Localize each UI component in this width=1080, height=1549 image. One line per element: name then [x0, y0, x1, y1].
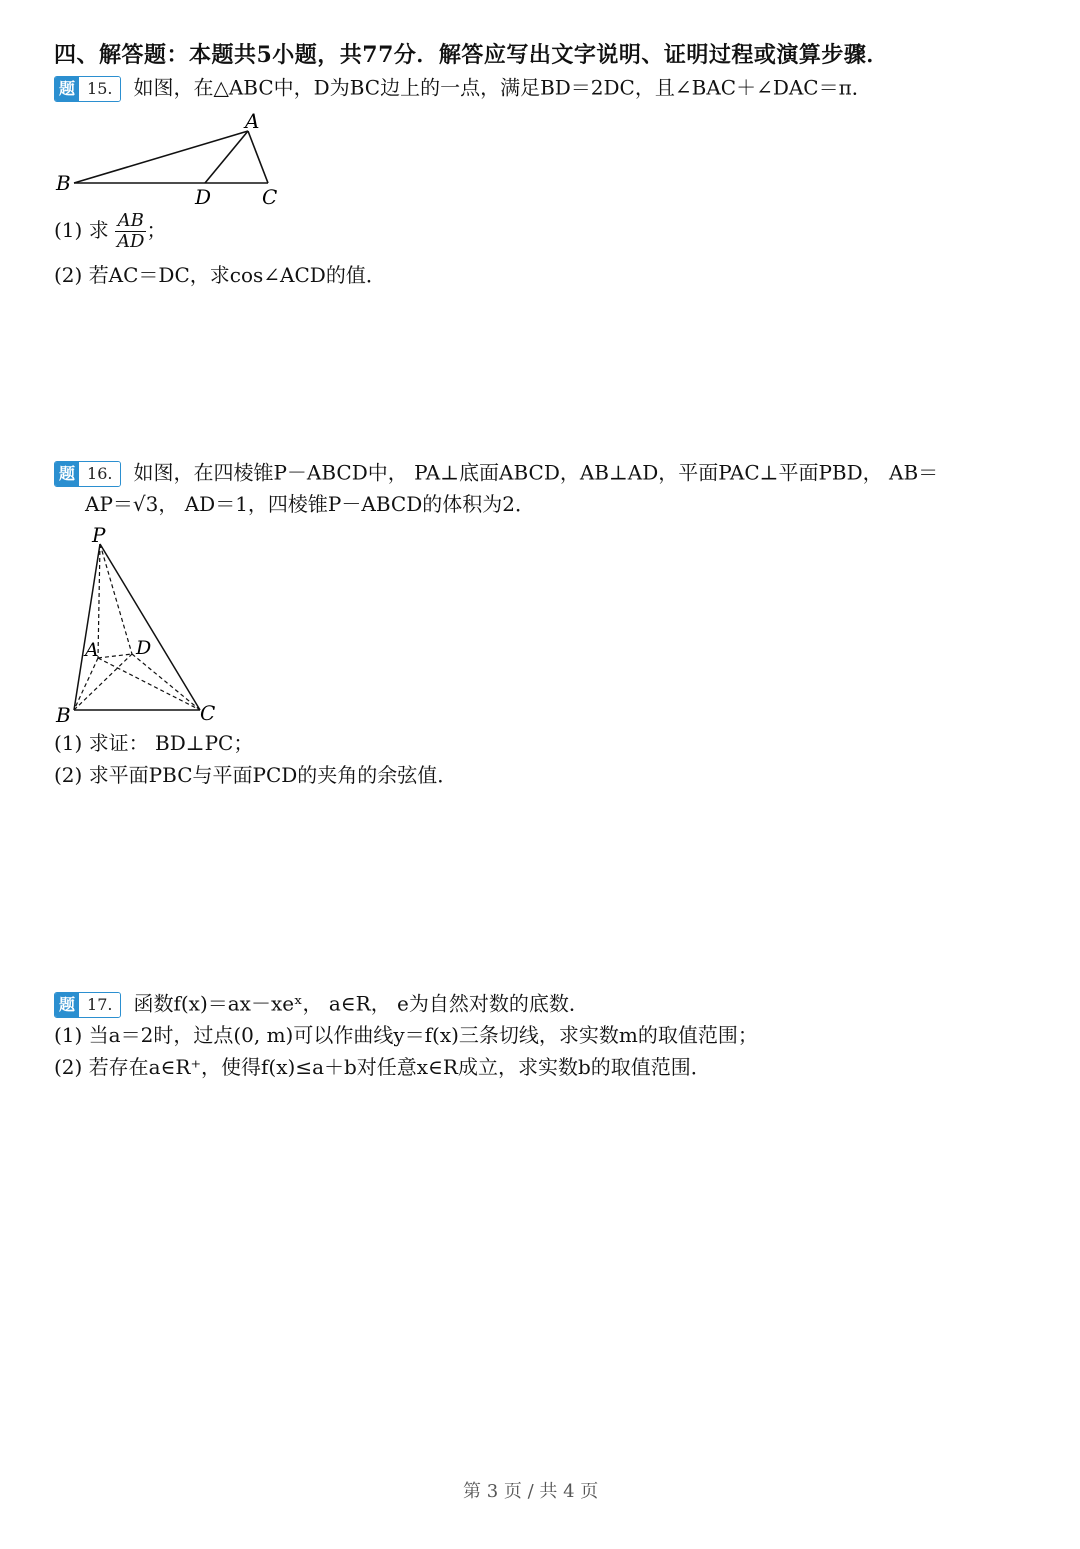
question-number: 16. [79, 462, 120, 486]
question-badge-17 [54, 992, 121, 1018]
fraction-denominator: AD [117, 231, 145, 252]
part-1-suffix: ； [146, 218, 167, 242]
edge-pb [74, 544, 100, 710]
question-16-stem-line-1 [54, 461, 938, 487]
question-15-part-1 [54, 212, 166, 251]
diagonal-bd [74, 654, 132, 710]
triangle-abc-figure [50, 108, 300, 210]
question-number: 17. [79, 993, 120, 1017]
ratio-fraction [115, 212, 146, 251]
vertex-label-b: B [56, 703, 71, 727]
question-badge-tag: 题 [55, 993, 79, 1017]
question-15-part-2: (2) 若AC＝DC，求cos∠ACD的值． [54, 263, 386, 287]
vertex-label-p: P [92, 523, 106, 547]
vertex-label-d: D [136, 637, 152, 659]
question-badge-tag: 题 [55, 462, 79, 486]
pyramid-figure [50, 520, 230, 730]
question-17-stem: 函数f(x)＝ax－xeˣ， a∈R， e为自然对数的底数． [133, 991, 589, 1016]
edge-ad [98, 654, 132, 658]
vertex-label-b: B [56, 171, 71, 195]
edge-dc [132, 654, 200, 710]
segment-ba [74, 131, 248, 183]
vertex-label-c: C [200, 701, 216, 725]
segment-ad [205, 131, 248, 183]
question-17-part-2: (2) 若存在a∈R⁺，使得f(x)≤a＋b对任意x∈R成立，求实数b的取值范围． [54, 1055, 711, 1079]
fraction-numerator: AB [115, 212, 146, 232]
question-16-part-2: (2) 求平面PBC与平面PCD的夹角的余弦值． [54, 763, 458, 787]
question-16-stem-line-2: AP＝√3， AD＝1，四棱锥P－ABCD的体积为2． [85, 492, 535, 516]
question-badge-15 [54, 76, 121, 102]
question-15-stem: 如图，在△ABC中，D为BC边上的一点，满足BD＝2DC，且∠BAC＋∠DAC＝π． [133, 75, 872, 100]
question-16-stem-1: 如图，在四棱锥P－ABCD中， PA⊥底面ABCD，AB⊥AD，平面PAC⊥平面PBD， AB＝ [133, 460, 939, 485]
question-15-stem-line [54, 76, 872, 102]
vertex-label-c: C [262, 185, 278, 209]
part-1-prefix: (1) 求 [54, 218, 109, 242]
vertex-label-a: A [245, 109, 260, 133]
question-17-stem-line [54, 992, 589, 1018]
vertex-label-d: D [195, 185, 212, 209]
section-heading: 四、解答题：本题共5小题，共77分．解答应写出文字说明、证明过程或演算步骤． [54, 42, 889, 68]
question-number: 15. [79, 77, 120, 101]
page-number-footer: 第 3 页 / 共 4 页 [463, 1481, 599, 1502]
segment-ac [248, 131, 268, 183]
question-badge-tag: 题 [55, 77, 79, 101]
question-16-part-1: (1) 求证： BD⊥PC； [54, 731, 254, 755]
vertex-label-a: A [85, 639, 99, 661]
question-17-part-1: (1) 当a＝2时，过点(0, m)可以作曲线y＝f(x)三条切线，求实数m的取值范围； [54, 1023, 758, 1047]
edge-pd [100, 544, 132, 654]
question-badge-16 [54, 461, 121, 487]
